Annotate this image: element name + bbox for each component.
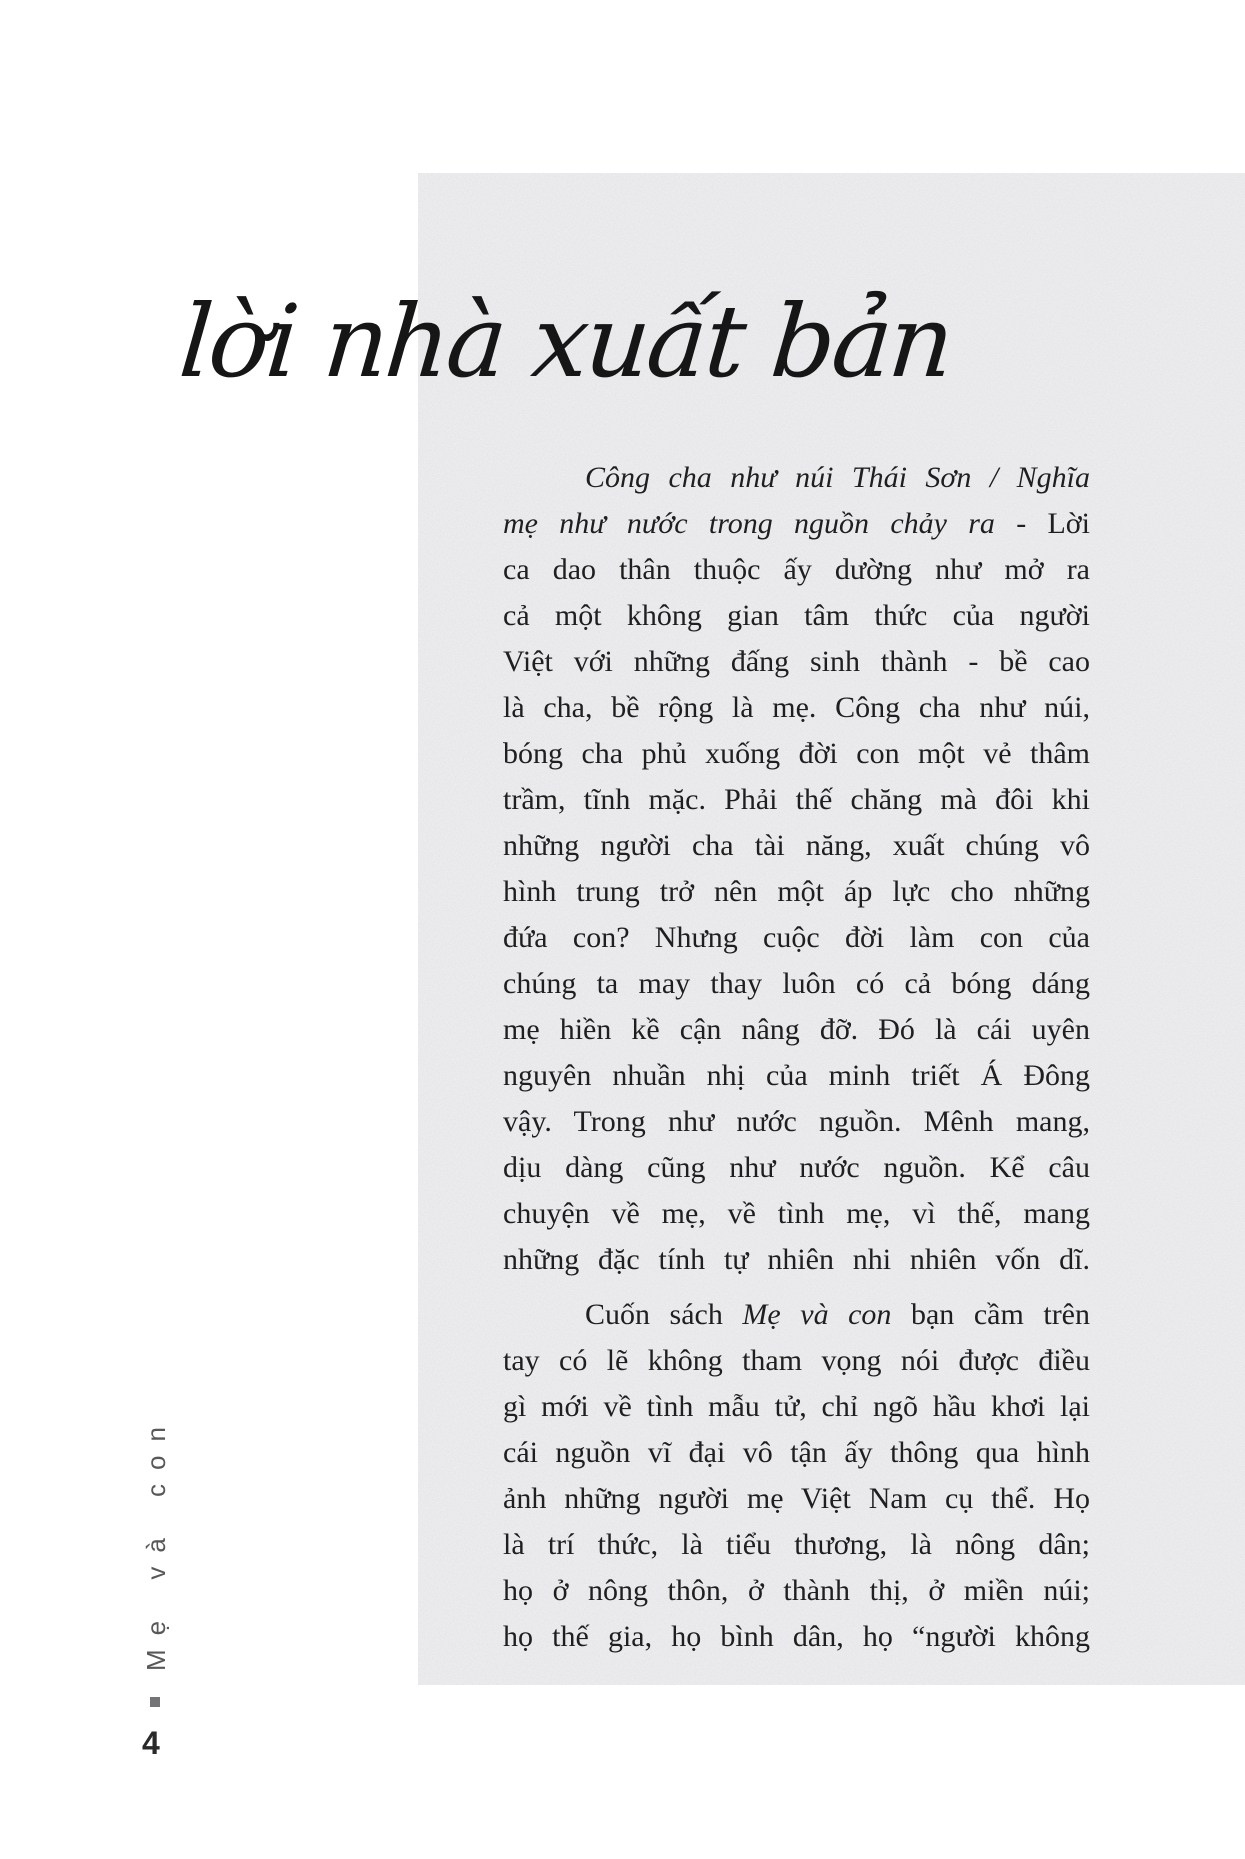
text-line: mẹ như nước trong nguồn chảy ra - Lời [503,507,1090,540]
text-line: cái nguồn vĩ đại vô tận ấy thông qua hình [503,1436,1090,1469]
text-line: tay có lẽ không tham vọng nói được điều [503,1344,1090,1377]
paragraph [503,455,1090,1283]
text-line: bóng cha phủ xuống đời con một vẻ thâm [503,737,1090,770]
text-line: ảnh những người mẹ Việt Nam cụ thể. Họ [503,1482,1090,1515]
text-line: những đặc tính tự nhiên nhi nhiên vốn dĩ. [503,1243,1090,1276]
text-line: chuyện về mẹ, về tình mẹ, vì thế, mang [503,1197,1090,1230]
body-text [503,455,1090,1660]
text-line: Việt với những đấng sinh thành - bề cao [503,645,1090,678]
text-line: vậy. Trong như nước nguồn. Mênh mang, [503,1105,1090,1138]
text-line: hình trung trở nên một áp lực cho những [503,875,1090,908]
text-line: mẹ hiền kề cận nâng đỡ. Đó là cái uyên [503,1013,1090,1046]
paragraph [503,1292,1090,1660]
text-line: Cuốn sách Mẹ và con bạn cầm trên [585,1298,1090,1331]
spine-label: Mẹ và con [140,1413,171,1671]
text-line: là trí thức, là tiểu thương, là nông dân; [503,1528,1090,1561]
text-line: cả một không gian tâm thức của người [503,599,1090,632]
text-line: họ thế gia, họ bình dân, họ “người không [503,1620,1090,1653]
text-line: đứa con? Nhưng cuộc đời làm con của [503,921,1090,954]
text-line: dịu dàng cũng như nước nguồn. Kể câu [503,1151,1090,1184]
text-line: gì mới về tình mẫu tử, chỉ ngõ hầu khơi lại [503,1390,1090,1423]
text-line: ca dao thân thuộc ấy dường như mở ra [503,553,1090,586]
text-line: là cha, bề rộng là mẹ. Công cha như núi, [503,691,1090,724]
text-line: trầm, tĩnh mặc. Phải thế chăng mà đôi khi [503,783,1090,816]
text-line: những người cha tài năng, xuất chúng vô [503,829,1090,862]
text-line: họ ở nông thôn, ở thành thị, ở miền núi; [503,1574,1090,1607]
text-line: nguyên nhuần nhị của minh triết Á Đông [503,1059,1090,1092]
page-title: lời nhà xuất bản [175,283,956,400]
square-bullet-icon [150,1697,160,1707]
page-number: 4 [142,1725,160,1761]
text-line: chúng ta may thay luôn có cả bóng dáng [503,967,1090,1000]
text-line: Công cha như núi Thái Sơn / Nghĩa [585,461,1090,494]
